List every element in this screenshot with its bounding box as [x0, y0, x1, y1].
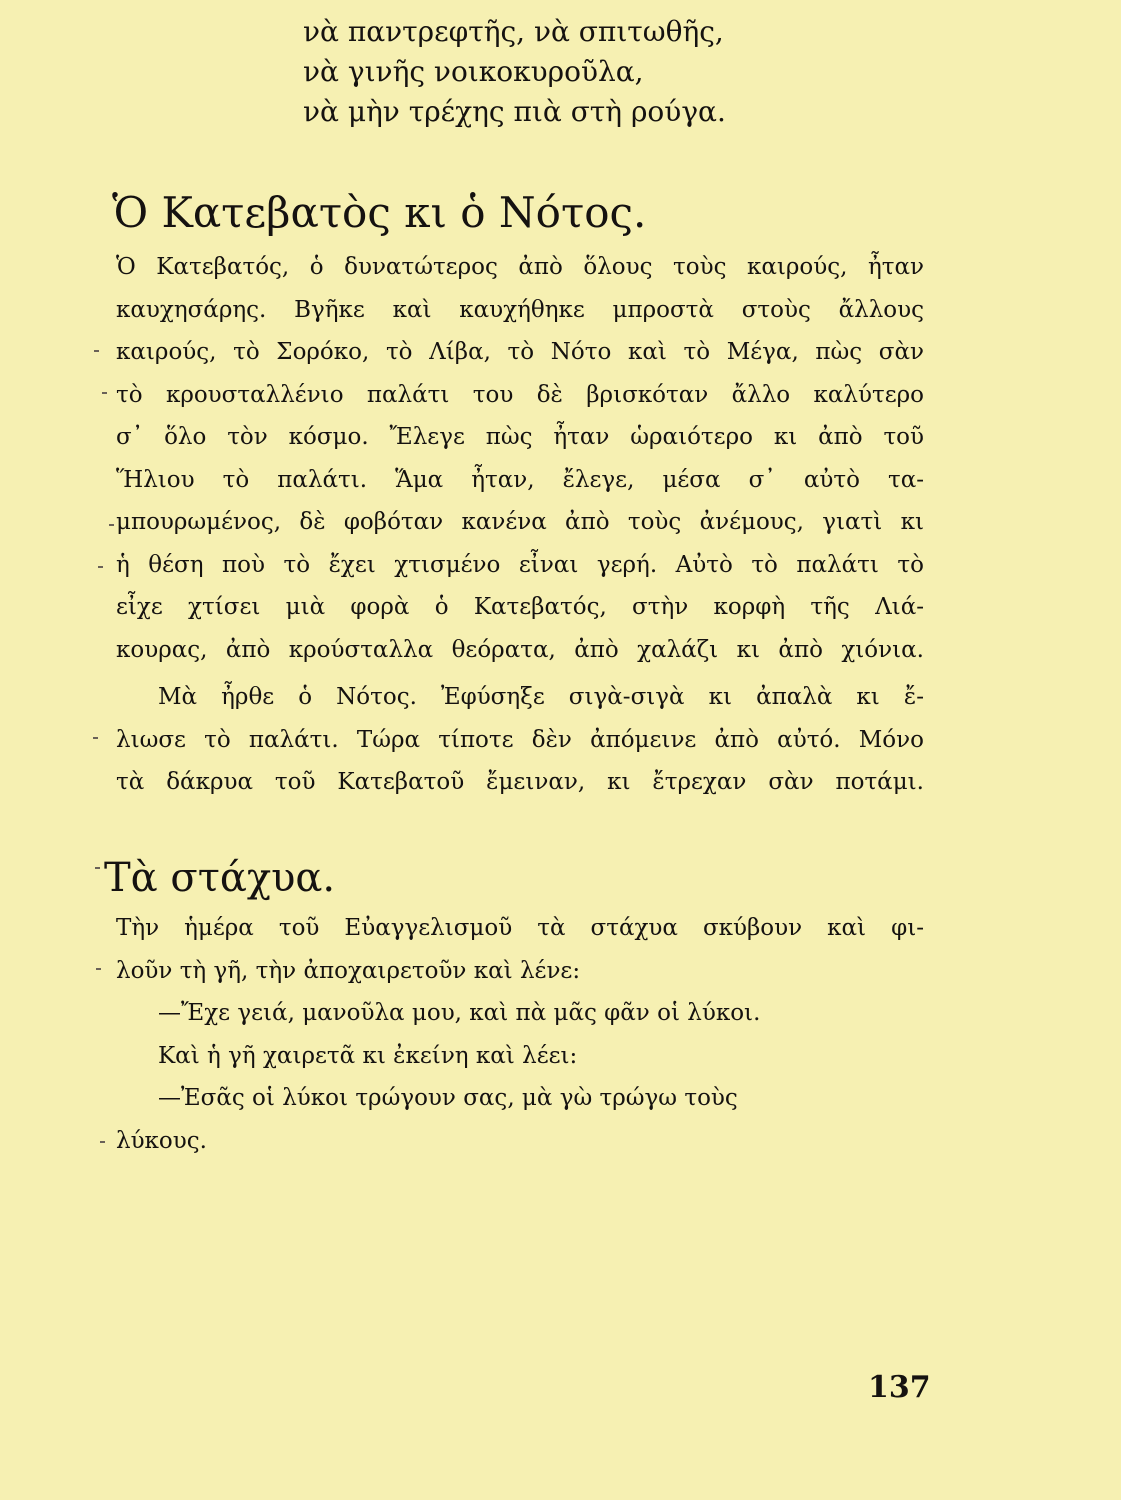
text-line: κουρας, ἀπὸ κρούσταλλα θεόρατα, ἀπὸ χαλάζι κι ἀπὸ χιόνια.: [116, 636, 924, 663]
paragraph-stachya: [116, 907, 924, 1162]
dialogue-line: —Ἔχε γειά, μανοῦλα μου, καὶ πὰ μᾶς φᾶν οἱ λύκοι.: [158, 1000, 761, 1026]
text-line: τὸ κρουσταλλένιο παλάτι του δὲ βρισκόταν ἄλλο καλύτερο: [116, 381, 924, 408]
text-line: λοῦν τὴ γῆ, τὴν ἀποχαιρετοῦν καὶ λένε:: [116, 957, 581, 984]
text-line: καιρούς, τὸ Σορόκο, τὸ Λίβα, τὸ Νότο καὶ τὸ Μέγα, πὼς σὰν: [116, 339, 924, 365]
text-line: εἶχε χτίσει μιὰ φορὰ ὁ Κατεβατός, στὴν κορφὴ τῆς Λιά-: [116, 594, 924, 620]
margin-mark: [94, 350, 99, 352]
margin-mark: [100, 1141, 105, 1143]
margin-mark: [93, 737, 98, 739]
text-line: Ἥλιου τὸ παλάτι. Ἅμα ἦταν, ἔλεγε, μέσα σ᾽ αὐτὸ τα-: [116, 466, 924, 493]
dialogue-line: λύκους.: [116, 1127, 207, 1154]
poem-line: νὰ μὴν τρέχης πιὰ στὴ ρούγα.: [303, 95, 726, 128]
dialogue-line: Καὶ ἡ γῆ χαιρετᾶ κι ἐκείνη καὶ λέει:: [158, 1042, 578, 1069]
text-line: Μὰ ἦρθε ὁ Νότος. Ἐφύσηξε σιγὰ-σιγὰ κι ἀπαλὰ κι ἔ-: [158, 684, 924, 710]
page-number: 137: [868, 1370, 931, 1405]
margin-mark: [96, 968, 101, 970]
margin-mark: [98, 566, 103, 568]
section-title-katevatos: Ὁ Κατεβατὸς κι ὁ Νότος.: [112, 188, 647, 237]
paragraph-katevatos-2: [116, 676, 924, 804]
margin-mark: [102, 392, 107, 394]
text-line: Ὁ Κατεβατός, ὁ δυνατώτερος ἀπὸ ὅλους τοὺς καιρούς, ἦταν: [116, 254, 924, 280]
margin-mark: [95, 867, 100, 869]
text-line: λιωσε τὸ παλάτι. Τώρα τίποτε δὲν ἀπόμεινε ἀπὸ αὐτό. Μόνο: [116, 726, 924, 753]
poem-line: νὰ παντρεφτῆς, νὰ σπιτωθῆς,: [303, 15, 724, 48]
text-line: Τὴν ἡμέρα τοῦ Εὐαγγελισμοῦ τὰ στάχυα σκύβουν καὶ φι-: [116, 915, 924, 941]
text-line: μπουρωμένος, δὲ φοβόταν κανένα ἀπὸ τοὺς ἀνέμους, γιατὶ κι: [116, 509, 924, 535]
poem-stanza: [303, 12, 726, 132]
section-title-stachya: Τὰ στάχυα.: [104, 855, 336, 901]
text-line: τὰ δάκρυα τοῦ Κατεβατοῦ ἔμειναν, κι ἔτρεχαν σὰν ποτάμι.: [116, 769, 924, 795]
text-line: καυχησάρης. Βγῆκε καὶ καυχήθηκε μπροστὰ στοὺς ἄλλους: [116, 296, 924, 323]
paragraph-katevatos-1: [116, 246, 924, 671]
dialogue-line: —Ἐσᾶς οἱ λύκοι τρώγουν σας, μὰ γὼ τρώγω τοὺς: [158, 1085, 738, 1111]
text-line: σ᾽ ὅλο τὸν κόσμο. Ἔλεγε πὼς ἦταν ὡραιότερο κι ἀπὸ τοῦ: [116, 424, 924, 450]
poem-line: νὰ γινῆς νοικοκυροῦλα,: [303, 55, 644, 88]
margin-mark: [109, 524, 114, 526]
text-line: ἡ θέση ποὺ τὸ ἔχει χτισμένο εἶναι γερή. Αὐτὸ τὸ παλάτι τὸ: [116, 551, 924, 578]
